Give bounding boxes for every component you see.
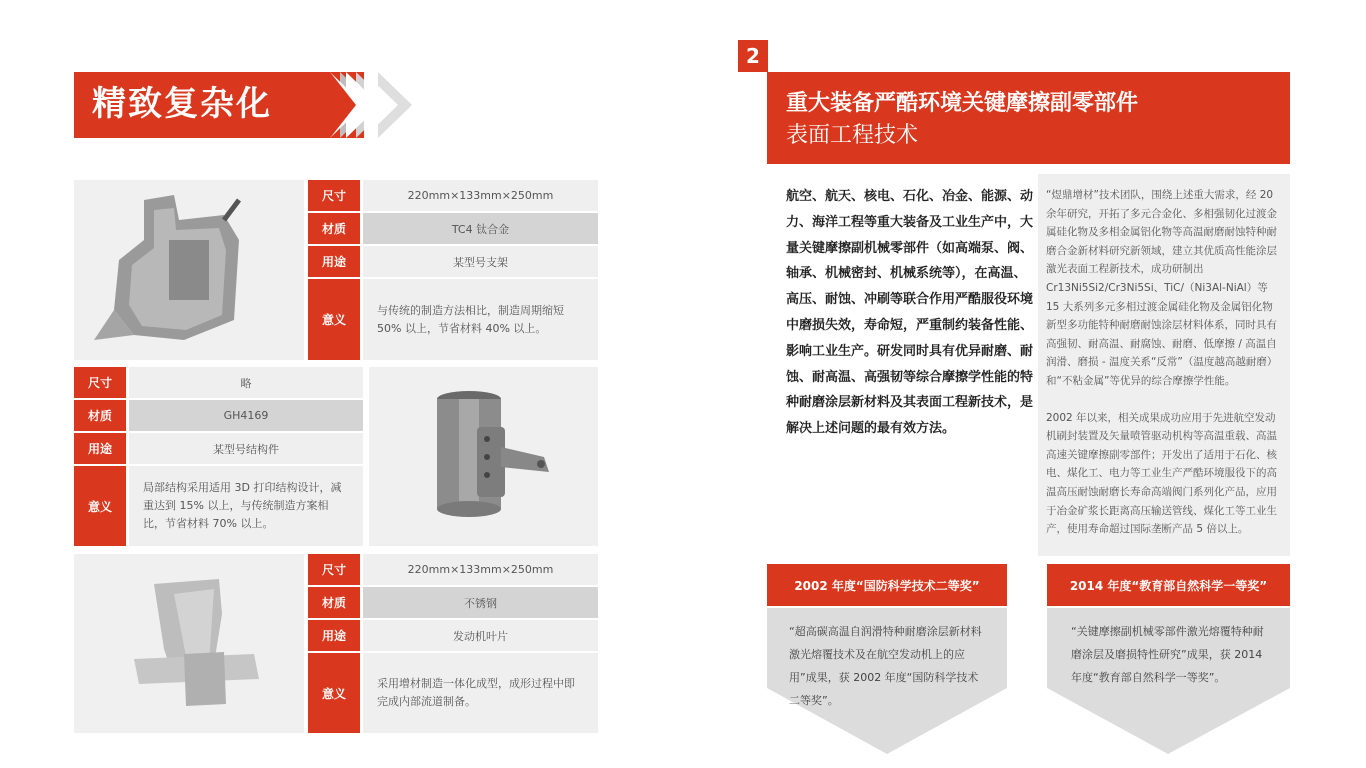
meaning-value: 采用增材制造一体化成型，成形过程中即完成内部流道制备。 [363, 653, 598, 733]
meaning-value: 与传统的制造方法相比，制造周期缩短 50% 以上，节省材料 40% 以上。 [363, 279, 598, 360]
award-text: “关键摩擦副机械零部件激光熔覆特种耐磨涂层及磨损特性研究”成果，获 2014 年度“教育部自然科学一等奖”。 [1071, 625, 1264, 684]
award-text: “超高碳高温自润滑特种耐磨涂层新材料激光熔覆技术及在航空发动机上的应用”成果，获 2002 年度“国防科学技术二等奖”。 [789, 625, 982, 707]
size-label: 尺寸 [308, 180, 360, 211]
chevron-cut [364, 72, 398, 138]
meaning-label: 意义 [74, 466, 126, 546]
usage-label: 用途 [308, 246, 360, 277]
page-title: 重大装备严酷环境关键摩擦副零部件 [786, 91, 1139, 116]
side-paragraph: “煜鼎增材”技术团队，围绕上述重大需求，经 20 余年研究，开拓了多元合金化、多相强韧化过渡金属硅化物及多相金属铝化物等高温耐磨耐蚀特种耐磨合金新材料研究新领域，建立其优质高性能涂层激光表面工程新技术，成功研制出 Cr13Ni5Si2/Cr3Ni5Si、TiC/（Ni3Al-NiAl）等 15 大系列多元多相过渡金属硅化物及金属铝化物新型多功能特种耐磨耐蚀涂层材料体系，同时具有高强韧、耐高温、耐腐蚀、耐磨、低摩擦 / 高温自润滑、磨损 - 温度关系“反常”（温度越高越耐磨）和“不粘金属”等优异的综合摩擦学性能。 [1046, 189, 1278, 387]
meaning-label: 意义 [308, 653, 360, 733]
size-label: 尺寸 [74, 367, 126, 398]
usage-label: 用途 [74, 433, 126, 464]
award-title: 2002 年度“国防科学技术二等奖” [767, 564, 1007, 606]
meaning-value: 局部结构采用适用 3D 打印结构设计，减重达到 15% 以上，与传统制造方案相比，节省材料 70% 以上。 [129, 466, 363, 546]
size-value: 220mm×133mm×250mm [363, 554, 598, 585]
usage-value: 某型号结构件 [129, 433, 363, 464]
material-label: 材质 [308, 213, 360, 244]
chevron-mask [330, 72, 364, 138]
meaning-label: 意义 [308, 279, 360, 360]
material-value: TC4 钛合金 [363, 213, 598, 244]
blade-part-image [74, 554, 304, 733]
usage-value: 发动机叶片 [363, 620, 598, 651]
award-title: 2014 年度“教育部自然科学一等奖” [1047, 564, 1290, 606]
cylinder-part-image [369, 367, 598, 546]
side-text [1046, 186, 1282, 539]
bracket-part-image [74, 180, 304, 360]
page-subtitle: 表面工程技术 [786, 123, 919, 148]
side-paragraph: 2002 年以来，相关成果成功应用于先进航空发动机刷封装置及矢量喷管驱动机构等高温重载、高温高速关键摩擦副零部件；开发出了适用于石化、核电、煤化工、电力等工业生产严酷环境服役下的高温高压耐蚀耐磨长寿命高端阀门系列化产品，应用于冶金矿浆长距离高压输送管线、煤化工等工业生产，使用寿命超过国际垄断产品 5 倍以上。 [1046, 411, 1277, 536]
material-label: 材质 [74, 400, 126, 431]
size-label: 尺寸 [308, 554, 360, 585]
usage-value: 某型号支架 [363, 246, 598, 277]
material-value: 不锈钢 [363, 587, 598, 618]
material-value: GH4169 [129, 400, 363, 431]
award-card [767, 608, 1007, 754]
body-paragraph: 航空、航天、核电、石化、冶金、能源、动力、海洋工程等重大装备及工业生产中，大量关键摩擦副机械零部件（如高端泵、阀、轴承、机械密封、机械系统等），在高温、高压、耐蚀、冲刷等联合作用严酷服役环境中磨损失效，寿命短，严重制约装备性能、影响工业生产。研发同时具有优异耐磨、耐蚀、耐高温、高强韧等综合摩擦学性能的特种耐磨涂层新材料及其表面工程新技术，是解决上述问题的最有效方法。 [786, 189, 1034, 437]
usage-label: 用途 [308, 620, 360, 651]
material-label: 材质 [308, 587, 360, 618]
size-value: 略 [129, 367, 363, 398]
page-number-badge: 2 [738, 40, 768, 72]
award-card [1047, 608, 1290, 754]
section-title: 精致复杂化 [92, 84, 272, 124]
size-value: 220mm×133mm×250mm [363, 180, 598, 211]
